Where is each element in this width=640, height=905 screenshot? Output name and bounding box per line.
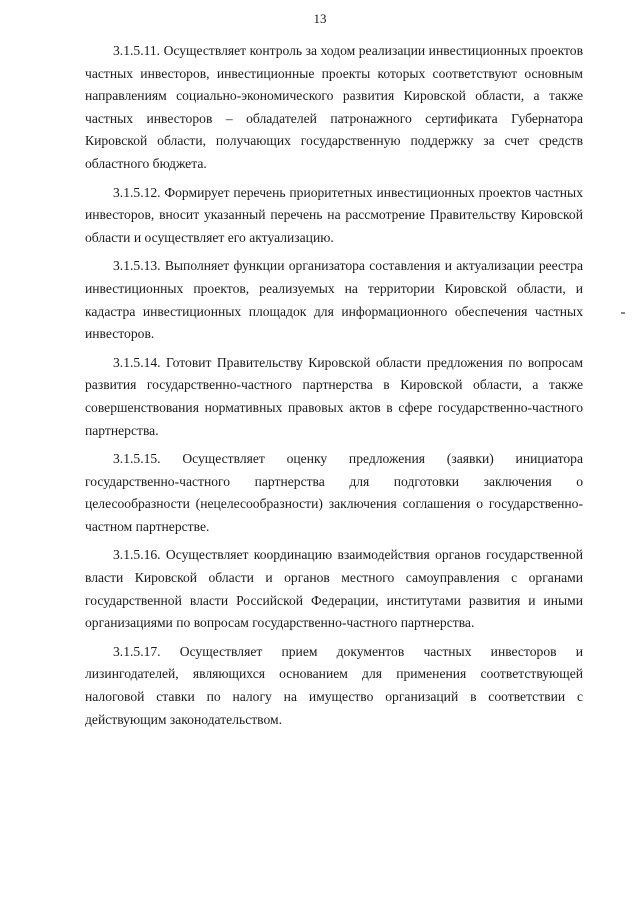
document-body [85,40,583,737]
scan-mark [621,312,625,314]
page-number: 13 [313,11,327,26]
paragraph-3-1-5-16: 3.1.5.16. Осуществляет координацию взаимодействия органов государственной власти Кировской области и органов местного самоуправления с органами государственной власти Российской Федерации, институтами развития и иными организациями по вопросам государственно-частного партнерства. [85,547,583,631]
paragraph-3-1-5-11: 3.1.5.11. Осуществляет контроль за ходом реализации инвестиционных проектов частных инвесторов, инвестиционные проекты которых соответствуют основным направлениям социально-экономического развития Кировской области, а также частных инвесторов – обладателей патронажного сертификата Губернатора Кировской области, получающих государственную поддержку за счет средств областного бюджета. [85,43,583,171]
paragraph-3-1-5-12: 3.1.5.12. Формирует перечень приоритетных инвестиционных проектов частных инвесторов, вносит указанный перечень на рассмотрение Правительству Кировской области и осуществляет его актуализацию. [85,184,583,245]
paragraph-3-1-5-13: 3.1.5.13. Выполняет функции организатора составления и актуализации реестра инвестиционных проектов, реализуемых на территории Кировской области, и кадастра инвестиционных площадок для информационного обеспечения частных инвесторов. [85,258,583,342]
paragraph-3-1-5-14: 3.1.5.14. Готовит Правительству Кировской области предложения по вопросам развития государственно-частного партнерства в Кировской области, а также совершенствования нормативных правовых актов в сфере государственно-частного партнерства. [85,354,583,438]
paragraph-3-1-5-17: 3.1.5.17. Осуществляет прием документов частных инвесторов и лизингодателей, являющихся основанием для применения соответствующей налоговой ставки по налогу на имущество организаций в соответствии с действующим законодательством. [85,643,583,727]
paragraph-3-1-5-15: 3.1.5.15. Осуществляет оценку предложения (заявки) инициатора государственно-частного партнерства для подготовки заключения о целесообразности (нецелесообразности) заключения соглашения о государственно-частном партнерстве. [85,451,583,534]
